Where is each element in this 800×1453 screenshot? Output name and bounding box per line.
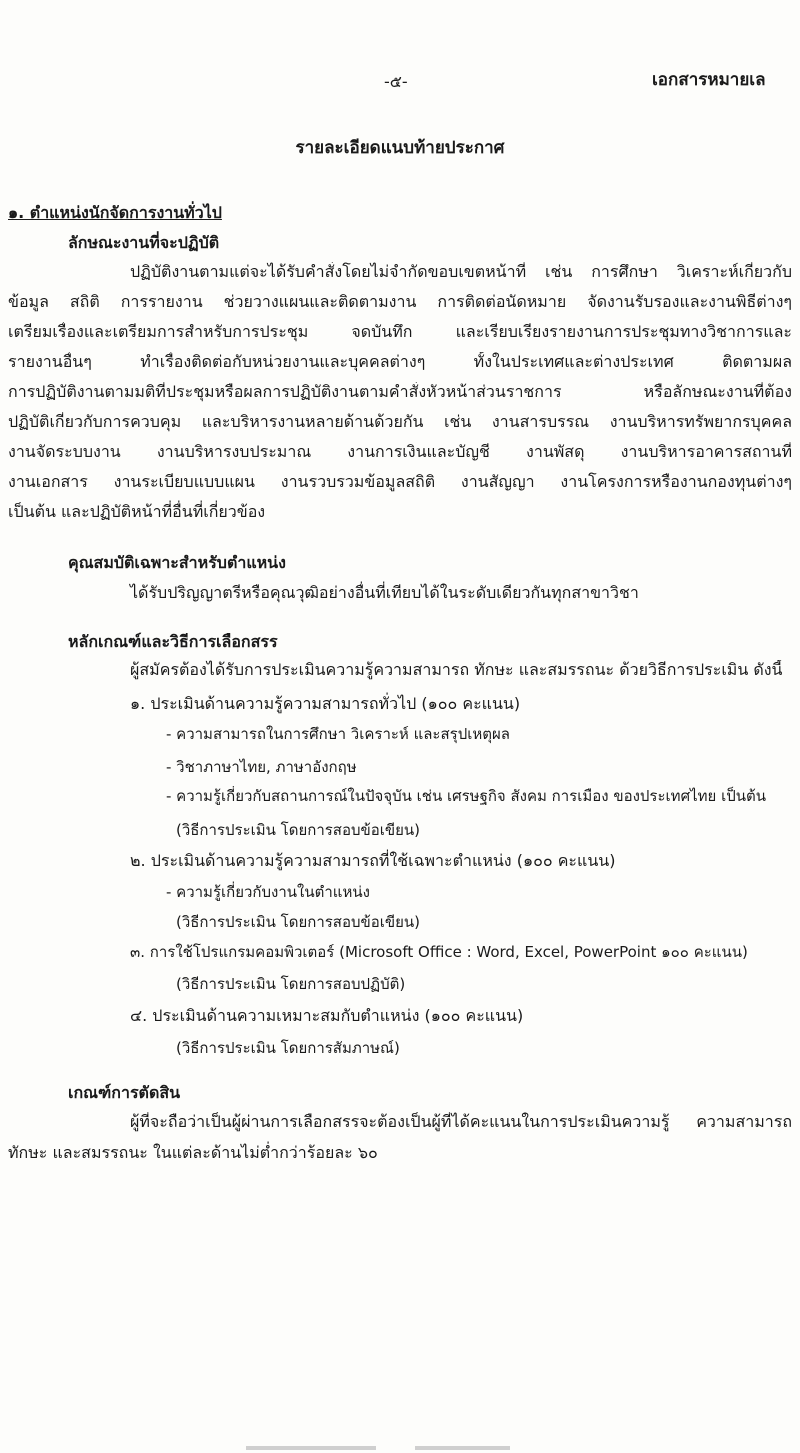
page-number: -๕- bbox=[384, 72, 408, 91]
duties-line: การปฏิบัติงานตามมติที่ประชุมหรือผลการปฏิบัติงานตามคำสั่งหัวหน้าส่วนราชการ หรือลักษณะงานที่ต้อง bbox=[8, 382, 792, 401]
selection-intro: ผู้สมัครต้องได้รับการประเมินความรู้ความสามารถ ทักษะ และสมรรถนะ ด้วยวิธีการประเมิน ดังนี้ bbox=[130, 660, 783, 679]
selection-heading: หลักเกณฑ์และวิธีการเลือกสรร bbox=[68, 632, 278, 651]
selection-bullet: - วิชาภาษาไทย, ภาษาอังกฤษ bbox=[166, 758, 357, 776]
selection-method: (วิธีการประเมิน โดยการสัมภาษณ์) bbox=[176, 1039, 400, 1057]
selection-method: (วิธีการประเมิน โดยการสอบข้อเขียน) bbox=[176, 821, 421, 839]
selection-bullet: - ความรู้เกี่ยวกับสถานการณ์ในปัจจุบัน เช่น เศรษฐกิจ สังคม การเมือง ของประเทศไทย เป็นต้น bbox=[166, 787, 766, 805]
bottom-edge-mark bbox=[246, 1446, 376, 1450]
selection-bullet: - ความรู้เกี่ยวกับงานในตำแหน่ง bbox=[166, 883, 370, 901]
duties-line: เตรียมเรื่องและเตรียมการสำหรับการประชุม จดบันทึก และเรียบเรียงรายงานการประชุมทางวิชาการและ bbox=[8, 322, 792, 341]
bottom-edge-mark bbox=[415, 1446, 510, 1450]
position-heading: ๑. ตำแหน่งนักจัดการงานทั่วไป bbox=[8, 203, 222, 222]
duties-line: ปฏิบัติเกี่ยวกับการควบคุม และบริหารงานหลายด้านด้วยกัน เช่น งานสารบรรณ งานบริหารทรัพยากรบุคคล bbox=[8, 412, 792, 431]
criteria-heading: เกณฑ์การตัดสิน bbox=[68, 1083, 181, 1102]
duties-line: เป็นต้น และปฏิบัติหน้าที่อื่นที่เกี่ยวข้อง bbox=[8, 502, 266, 521]
qualification-text: ได้รับปริญญาตรีหรือคุณวุฒิอย่างอื่นที่เทียบได้ในระดับเดียวกันทุกสาขาวิชา bbox=[130, 583, 639, 602]
duties-heading: ลักษณะงานที่จะปฏิบัติ bbox=[68, 233, 220, 252]
qualification-heading: คุณสมบัติเฉพาะสำหรับตำแหน่ง bbox=[68, 553, 286, 572]
document-reference: เอกสารหมายเล bbox=[652, 70, 766, 90]
duties-line: งานจัดระบบงาน งานบริหารงบประมาณ งานการเงินและบัญชี งานพัสดุ งานบริหารอาคารสถานที่ bbox=[8, 442, 792, 461]
criteria-line: ทักษะ และสมรรถนะ ในแต่ละด้านไม่ต่ำกว่าร้อยละ ๖๐ bbox=[8, 1143, 378, 1162]
criteria-line: ผู้ที่จะถือว่าเป็นผู้ผ่านการเลือกสรรจะต้องเป็นผู้ที่ได้คะแนนในการประเมินความรู้ ความสามารถ bbox=[130, 1112, 792, 1131]
duties-line: ปฏิบัติงานตามแต่จะได้รับคำสั่งโดยไม่จำกัดขอบเขตหน้าที่ เช่น การศึกษา วิเคราะห์เกี่ยวกับ bbox=[130, 262, 792, 281]
selection-method: (วิธีการประเมิน โดยการสอบปฏิบัติ) bbox=[176, 975, 406, 993]
duties-line: รายงานอื่นๆ ทำเรื่องติดต่อกับหน่วยงานและบุคคลต่างๆ ทั้งในประเทศและต่างประเทศ ติดตามผล bbox=[8, 352, 792, 371]
selection-bullet: - ความสามารถในการศึกษา วิเคราะห์ และสรุปเหตุผล bbox=[166, 725, 510, 743]
selection-item-title: ๑. ประเมินด้านความรู้ความสามารถทั่วไป (๑๐๐ คะแนน) bbox=[130, 694, 521, 713]
selection-method: (วิธีการประเมิน โดยการสอบข้อเขียน) bbox=[176, 913, 421, 931]
selection-item-title: ๒. ประเมินด้านความรู้ความสามารถที่ใช้เฉพาะตำแหน่ง (๑๐๐ คะแนน) bbox=[130, 851, 616, 870]
duties-line: งานเอกสาร งานระเบียบแบบแผน งานรวบรวมข้อมูลสถิติ งานสัญญา งานโครงการหรืองานกองทุนต่างๆ bbox=[8, 472, 792, 491]
duties-line: ข้อมูล สถิติ การรายงาน ช่วยวางแผนและติดตามงาน การติดต่อนัดหมาย จัดงานรับรองและงานพิธีต่างๆ bbox=[8, 292, 792, 311]
document-title: รายละเอียดแนบท้ายประกาศ bbox=[295, 138, 505, 158]
selection-item-title: ๓. การใช้โปรแกรมคอมพิวเตอร์ (Microsoft Office : Word, Excel, PowerPoint ๑๐๐ คะแนน) bbox=[130, 943, 748, 961]
selection-item-title: ๔. ประเมินด้านความเหมาะสมกับตำแหน่ง (๑๐๐ คะแนน) bbox=[130, 1006, 524, 1025]
